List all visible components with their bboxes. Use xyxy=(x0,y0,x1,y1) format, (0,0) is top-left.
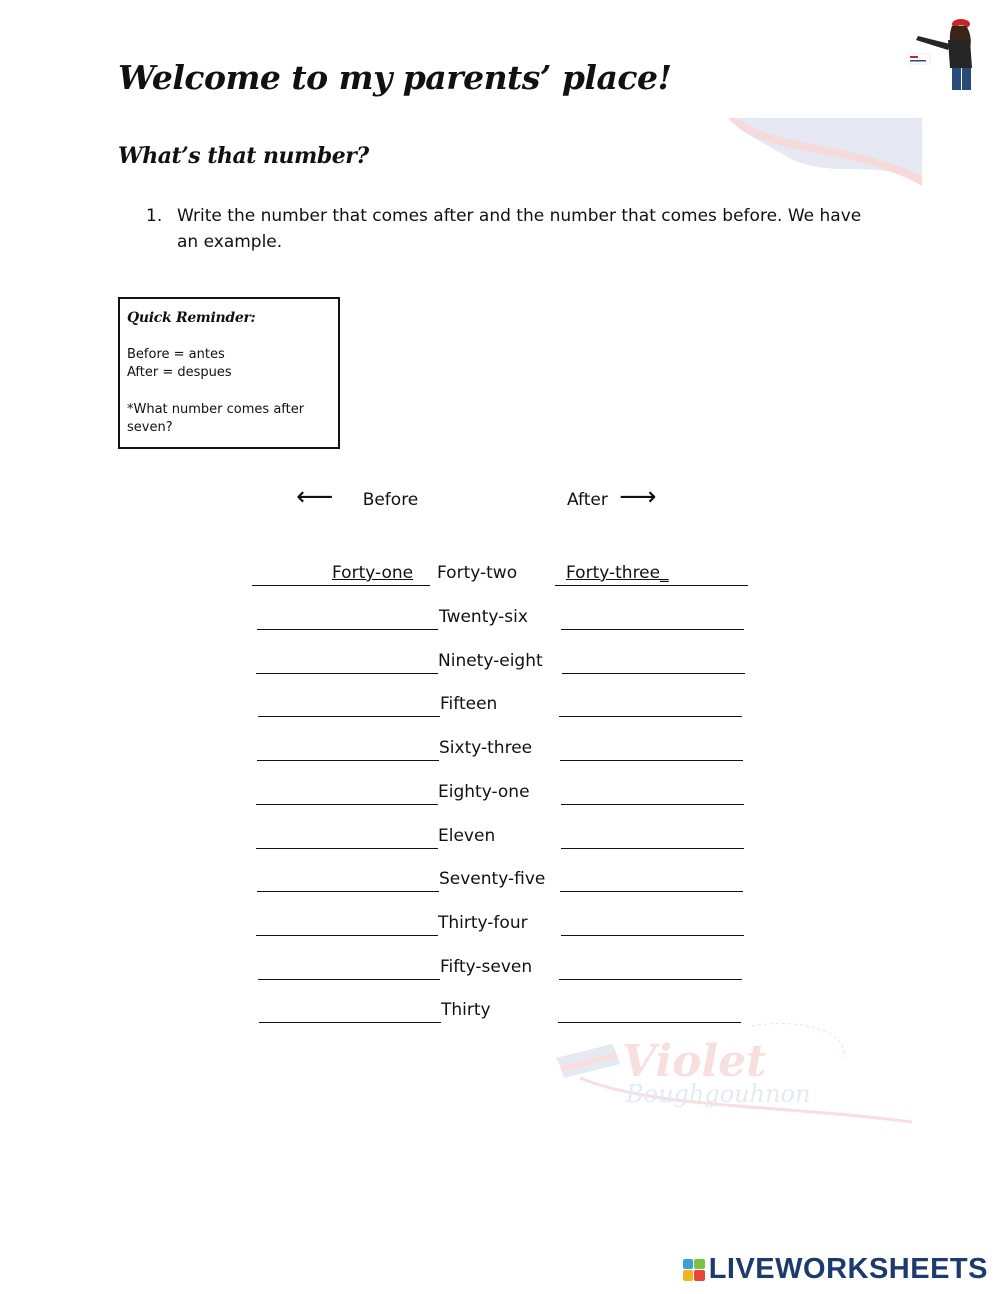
violet-watermark xyxy=(552,1018,922,1130)
exercise-row xyxy=(0,782,1000,812)
instruction-number: 1. xyxy=(146,206,163,226)
liveworksheets-icon xyxy=(683,1259,705,1281)
after-blank[interactable] xyxy=(562,651,745,674)
given-number: Eighty-one xyxy=(438,782,530,802)
before-label: Before xyxy=(362,490,419,510)
example-after: Forty-three_ xyxy=(566,563,669,583)
given-number: Twenty-six xyxy=(439,607,528,627)
reminder-before: Before = antes xyxy=(127,346,225,362)
quick-reminder-box xyxy=(118,297,340,449)
after-blank[interactable] xyxy=(561,782,744,805)
instruction-text: Write the number that comes after and the number that comes before. We have an example. xyxy=(177,206,862,252)
before-blank[interactable] xyxy=(257,607,438,630)
flag-decoration xyxy=(722,114,926,190)
exercise-row xyxy=(0,607,1000,637)
given-number: Eleven xyxy=(438,826,496,846)
after-blank[interactable] xyxy=(561,913,744,936)
after-header xyxy=(567,484,657,510)
before-blank[interactable] xyxy=(257,869,439,892)
exercise-row xyxy=(0,869,1000,899)
given-number: Fifteen xyxy=(440,694,498,714)
after-blank[interactable] xyxy=(560,869,743,892)
after-blank[interactable] xyxy=(559,957,742,980)
left-arrow-icon: ⟵ xyxy=(296,482,334,512)
given-number: Ninety-eight xyxy=(438,651,543,671)
given-number: Fifty-seven xyxy=(440,957,533,977)
exercise-row xyxy=(0,826,1000,856)
liveworksheets-logo xyxy=(683,1253,988,1286)
right-arrow-icon: ⟶ xyxy=(619,482,657,512)
given-number: Seventy-five xyxy=(439,869,546,889)
exercise-row xyxy=(0,651,1000,681)
before-blank[interactable] xyxy=(259,1000,441,1023)
example-before: Forty-one xyxy=(332,563,414,583)
example-middle: Forty-two xyxy=(437,563,518,583)
example-row xyxy=(0,563,1000,593)
person-image xyxy=(904,16,976,92)
exercise-row xyxy=(0,738,1000,768)
given-number: Sixty-three xyxy=(439,738,533,758)
instruction xyxy=(146,203,866,255)
page-title: Welcome to my parents’ place! xyxy=(118,58,672,97)
before-blank[interactable] xyxy=(256,651,438,674)
watermark-name: Violet xyxy=(622,1036,767,1087)
after-blank[interactable] xyxy=(561,826,744,849)
exercise-row xyxy=(0,957,1000,987)
section-title: What’s that number? xyxy=(118,143,369,169)
after-label: After xyxy=(567,490,608,510)
exercise-row xyxy=(0,694,1000,724)
before-blank[interactable] xyxy=(256,782,438,805)
reminder-title: Quick Reminder: xyxy=(127,310,256,326)
given-number: Thirty xyxy=(441,1000,491,1020)
exercise-row xyxy=(0,913,1000,943)
before-blank[interactable] xyxy=(257,738,439,761)
before-blank[interactable] xyxy=(258,957,440,980)
watermark-surname: Boughgouhnon xyxy=(626,1080,811,1108)
after-blank[interactable] xyxy=(560,738,743,761)
before-blank[interactable] xyxy=(258,694,440,717)
after-blank[interactable] xyxy=(561,607,744,630)
before-blank[interactable] xyxy=(256,913,438,936)
after-blank[interactable] xyxy=(559,694,742,717)
given-number: Thirty-four xyxy=(438,913,528,933)
liveworksheets-brand: LIVEWORKSHEETS xyxy=(708,1253,988,1285)
reminder-after: After = despues xyxy=(127,365,232,380)
reminder-question: *What number comes after seven? xyxy=(127,401,305,435)
before-blank[interactable] xyxy=(256,826,438,849)
before-header xyxy=(296,484,418,510)
